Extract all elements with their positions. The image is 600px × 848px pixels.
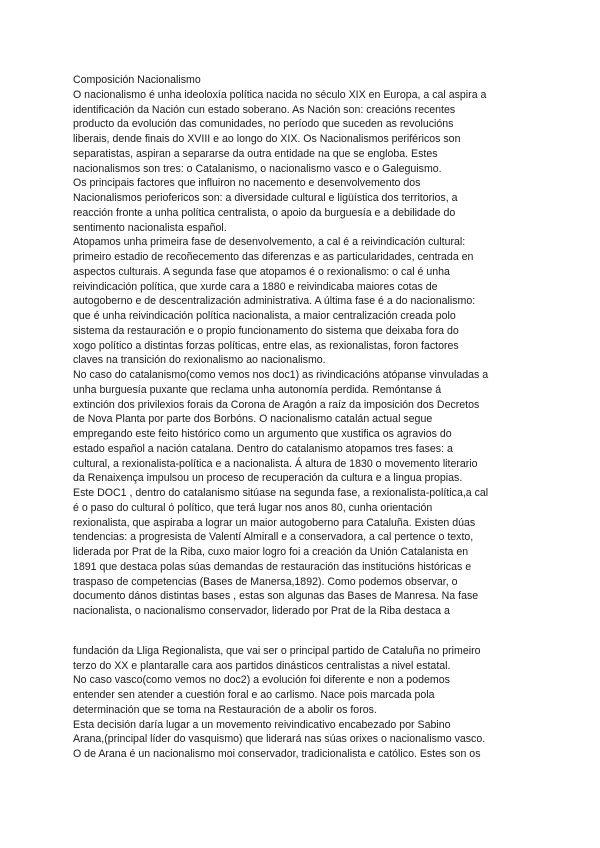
text-line: de Nova Planta por parte dos Borbóns. O nacionalismo catalán actual segue — [73, 413, 433, 426]
text-line: fundación da Lliga Regionalista, que vai ser o principal partido de Cataluña no primeiro — [73, 644, 481, 657]
text-line: No caso do catalanismo(como vemos nos doc1) as rivindicacións atópanse vinvuladas a — [73, 369, 489, 381]
text-line: rexionalista, que aspiraba a lograr un maior autogoberno para Cataluña. Existen dúas — [73, 516, 476, 529]
text-line: Este DOC1 , dentro do catalanismo sitúase na segunda fase, a rexionalista-política,a cal — [73, 487, 489, 499]
text-line: separatistas, aspiran a separarse da outra entidade na que se engloba. Estes — [73, 147, 438, 160]
text-block-1 — [73, 88, 540, 619]
text-line: da Renaixença impulsou un proceso de recuperación da cultura e a lingua propias. — [73, 472, 463, 485]
text-line: xogo político a distintas forzas políticas, entre elas, as rexionalistas, foron factores — [73, 339, 459, 352]
text-block-2 — [73, 644, 540, 762]
text-line: Os principais factores que influiron no nacemento e desenvolvemento dos — [73, 177, 421, 190]
text-line: estado español a nación catalana. Dentro do catalanismo atopamos tres fases: a — [73, 442, 453, 455]
text-line: 1891 que destaca polas súas demandas de restauración das institucións históricas e — [73, 560, 472, 573]
text-line: Esta decisión daría lugar a un movemento reivindicativo encabezado por Sabino — [73, 718, 451, 731]
text-line: No caso vasco(como vemos no doc2) a evolución foi diferente e non a podemos — [73, 674, 450, 687]
text-line: sentimento nacionalista español. — [73, 221, 227, 234]
text-line: terzo do XX e plantaralle cara aos partidos dinásticos centralistas a nivel estatal. — [73, 659, 451, 672]
text-line: primeiro estadio de recoñecemento das diferenzas e as particularidades, centrada en — [73, 251, 474, 263]
text-line: claves na transición do rexionalismo ao nacionalismo. — [73, 354, 326, 367]
text-line: autogoberno e de descentralización administrativa. A última fase é a do nacionalismo: — [73, 295, 476, 308]
text-line: identificación da Nación cun estado soberano. As Nación son: creacións recentes — [73, 103, 456, 116]
text-line: Arana,(principal líder do vasquismo) que liderará nas súas orixes o nacionalismo vasco. — [73, 733, 486, 746]
text-line: determinación que se toma na Restauración de a abolir os foros. — [73, 703, 377, 716]
text-line: producto da evolución das comunidades, no período que suceden as revolucións — [73, 118, 454, 131]
text-line: sistema da restauración e o propio funcionamento do sistema que deixaba fora do — [73, 324, 459, 337]
text-line: documento dános distintas bases , estas son algunas das Bases de Manresa. Na fase — [73, 590, 479, 603]
text-line: liberais, dende finais do XVIII e ao longo do XIX. Os Nacionalismos periféricos son — [73, 133, 461, 145]
document-body — [73, 73, 540, 762]
text-line: reacción fronte a unha política centralista, o apoio da burguesía e a debilidade do — [73, 206, 456, 219]
document-title: Composición Nacionalismo — [73, 74, 201, 86]
text-line: O de Arana é un nacionalismo moi conservador, tradicionalista e católico. Estes son os — [73, 748, 481, 760]
text-line: cultural, a rexionalista-política e a nacionalista. Á altura de 1830 o movemento literario — [73, 457, 478, 470]
text-line: é o paso do cultural ó político, que terá lugar nos anos 80, cunha orientación — [73, 501, 433, 514]
text-line: entender sen atender a cuestión foral e ao carlismo. Nace pois marcada pola — [73, 689, 435, 701]
text-line: aspectos culturais. A segunda fase que atopamos é o rexionalismo: o cal é unha — [73, 265, 450, 278]
text-line: Atopamos unha primeira fase de desenvolvemento, a cal é a reivindicación cultural: — [73, 236, 466, 249]
text-line: unha burguesía puxante que reclama unha autonomía perdida. Remóntanse á — [73, 383, 442, 396]
text-line: O nacionalismo é unha ideoloxía política nacida no século XIX en Europa, a cal aspira a — [73, 88, 487, 101]
text-line: reivindicación política, que xurde cara a 1880 e reivindicaba maiores cotas de — [73, 280, 438, 293]
text-line: empregando este feito histórico como un argumento que xustifica os agravios do — [73, 428, 452, 440]
text-line: extinción dos privilexios forais da Corona de Aragón a raíz da imposición dos Decretos — [73, 398, 480, 411]
text-line: tendencias: a progresista de Valentí Almirall e a conservadora, a cal pertence o texto, — [73, 531, 474, 544]
text-line: liderada por Prat de la Riba, cuxo maior logro foi a creación da Unión Catalanista en — [73, 546, 469, 558]
text-line: traspaso de competencias (Bases de Manersa,1892). Como podemos observar, o — [73, 575, 458, 588]
text-line: nacionalismos son tres: o Catalanismo, o nacionalismo vasco e o Galeguismo. — [73, 162, 442, 175]
paragraph-gap — [73, 619, 540, 644]
text-line: Nacionalismos periofericos son: a diversidade cultural e ligüística dos territorios, a — [73, 192, 458, 204]
text-line: que é unha reivindicación política nacionalista, a maior centralización creada polo — [73, 310, 456, 322]
text-line: nacionalista, o nacionalismo conservador, liderado por Prat de la Riba destaca a — [73, 605, 450, 617]
